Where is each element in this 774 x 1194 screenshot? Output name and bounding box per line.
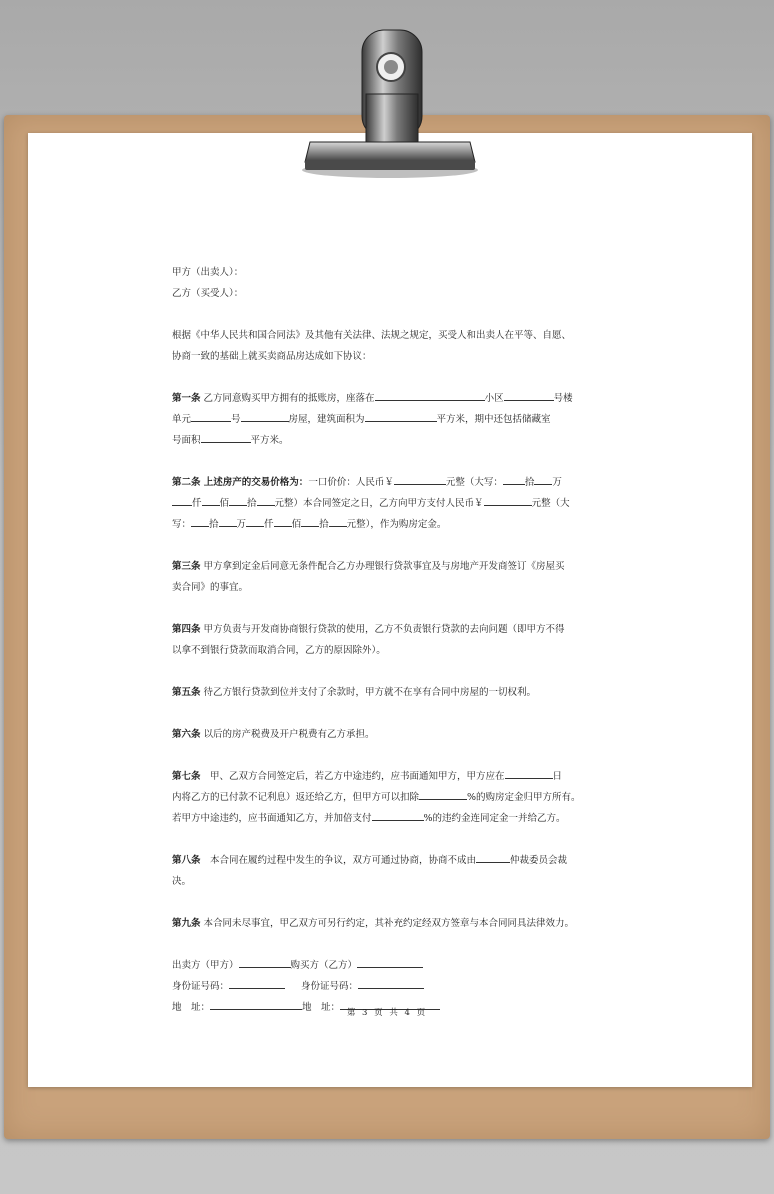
article-title: 第四条 (172, 624, 201, 635)
signature-row-2: 身份证号码： 身份证号码： (172, 976, 612, 997)
article-3: 第三条 甲方拿到定金后同意无条件配合乙方办理银行贷款事宜及与房地产开发商签订《房屋买 (172, 561, 565, 572)
party-a-line: 甲方（出卖人）： (172, 267, 244, 278)
blank-field[interactable] (419, 787, 467, 800)
article-title: 第七条 (172, 771, 201, 782)
blank-field[interactable] (201, 430, 251, 443)
blank-field[interactable] (476, 850, 510, 863)
page-number: 第 3 页 共 4 页 (346, 1008, 428, 1018)
blank-field[interactable] (301, 514, 319, 527)
article-9: 第九条 本合同未尽事宜，甲乙双方可另行约定，其补充约定经双方签章与本合同同具法律效力。 (172, 918, 575, 929)
blank-field[interactable] (372, 808, 424, 821)
blank-field[interactable] (202, 493, 220, 506)
blank-field[interactable] (503, 472, 525, 485)
blank-field[interactable] (375, 388, 485, 401)
blank-field[interactable] (241, 409, 289, 422)
blank-field[interactable] (219, 514, 237, 527)
article-4: 第四条 甲方负责与开发商协商银行贷款的使用，乙方不负责银行贷款的去向问题（即甲方不得 (172, 624, 565, 635)
binder-clip-icon (300, 22, 480, 182)
blank-field[interactable] (191, 514, 209, 527)
blank-field[interactable] (274, 514, 292, 527)
article-title: 第一条 (172, 393, 201, 404)
blank-field[interactable] (504, 388, 554, 401)
article-title: 第五条 (172, 687, 201, 698)
blank-field[interactable] (365, 409, 437, 422)
preamble-line-2: 协商一致的基础上就买卖商品房达成如下协议： (172, 351, 372, 362)
article-7: 第七条 甲、乙双方合同签定后，若乙方中途违约，应书面通知甲方，甲方应在 日 (172, 766, 612, 787)
blank-field[interactable] (394, 472, 446, 485)
seller-name-field[interactable] (239, 955, 291, 968)
preamble-line-1: 根据《中华人民共和国合同法》及其他有关法律、法规之规定，买受人和出卖人在平等、自愿、 (172, 330, 572, 341)
buyer-name-field[interactable] (357, 955, 423, 968)
buyer-id-field[interactable] (358, 976, 424, 989)
article-8: 第八条 本合同在履约过程中发生的争议，双方可通过协商，协商不成由 仲裁委员会裁 (172, 850, 612, 871)
article-title: 第九条 (172, 918, 201, 929)
party-b-line: 乙方（买受人）： (172, 288, 244, 299)
article-title: 第六条 (172, 729, 201, 740)
article-1: 第一条 乙方同意购买甲方拥有的抵账房，座落在 小区 号楼 (172, 388, 612, 409)
article-6: 第六条 以后的房产税费及开户税费有乙方承担。 (172, 729, 375, 740)
article-title: 第三条 (172, 561, 201, 572)
blank-field[interactable] (191, 409, 231, 422)
seller-id-field[interactable] (229, 976, 285, 989)
blank-field[interactable] (484, 493, 532, 506)
signature-row-3: 地 址： 地 址： (172, 997, 612, 1018)
blank-field[interactable] (505, 766, 553, 779)
signature-row-1: 出卖方（甲方） 购买方（乙方） (172, 955, 612, 976)
blank-field[interactable] (257, 493, 275, 506)
contract-text: 甲方（出卖人）： 乙方（买受人）： 根据《中华人民共和国合同法》及其他有关法律、法规之规定，买受人和出卖人在平等、自愿、 协商一致的基础上就买卖商品房达成如下协议： 第一条 乙方同意购买甲方拥有的抵账房，座落在 小区 号楼 单元 号 房屋，建筑面积为 平方米，期中还包括储藏室 号面积 平方米。 第二条 上述房产的交易价格为：一口价价：人民币￥ 元整（大写： 拾 万 仟 佰 拾 元整）本合同签定之日，乙方向甲方支付人民币￥ 元整（大 写： 拾 万 仟 佰 拾 元整），作为购房定金。 第三条 甲方拿到定金后同意无条件配合乙方办理银行贷款事宜及与房地产开发商签订《房屋买 卖合同》的事宜。 第四条 甲方负责与开发商协商银行贷款的使用，乙方不负责银行贷款的去向问题（即甲方不得 以拿不到银行贷款而取消合同，乙方的原因除外）。 第五条 待乙方银行贷款到位并支付了余款时，甲方就不在享有合同中房屋的一切权利。 第六条 以后的房产税费及开户税费有乙方承担。 第七条 甲、乙双方合同签定后，若乙方中途违约，应书面通知甲方，甲方应在 日 内将乙方的已付款不记利息）返还给乙方，但甲方可以扣除 %的购房定金归甲方所有。 若甲方中途违约，应书面通知乙方，并加倍支付 %的违约金连同定金一并给乙方。 第八条 本合同在履约过程中发生的争议，双方可通过协商，协商不成由 仲裁委员会裁 决。 第九条 本合同未尽事宜，甲乙双方可另行约定，其补充约定经双方签章与本合同同具法律效力。 出卖方（甲方） 购买方（乙方） 身份证号码： 身份证号码： 地 址： 地 址： (172, 262, 612, 1018)
article-title: 第八条 (172, 855, 201, 866)
blank-field[interactable] (246, 514, 264, 527)
blank-field[interactable] (329, 514, 347, 527)
article-5: 第五条 待乙方银行贷款到位并支付了余款时，甲方就不在享有合同中房屋的一切权利。 (172, 687, 537, 698)
blank-field[interactable] (534, 472, 552, 485)
blank-field[interactable] (172, 493, 192, 506)
blank-field[interactable] (229, 493, 247, 506)
article-2: 第二条 上述房产的交易价格为：一口价价：人民币￥ 元整（大写： 拾 万 (172, 472, 612, 493)
article-title: 第二条 上述房产的交易价格为： (172, 477, 309, 488)
